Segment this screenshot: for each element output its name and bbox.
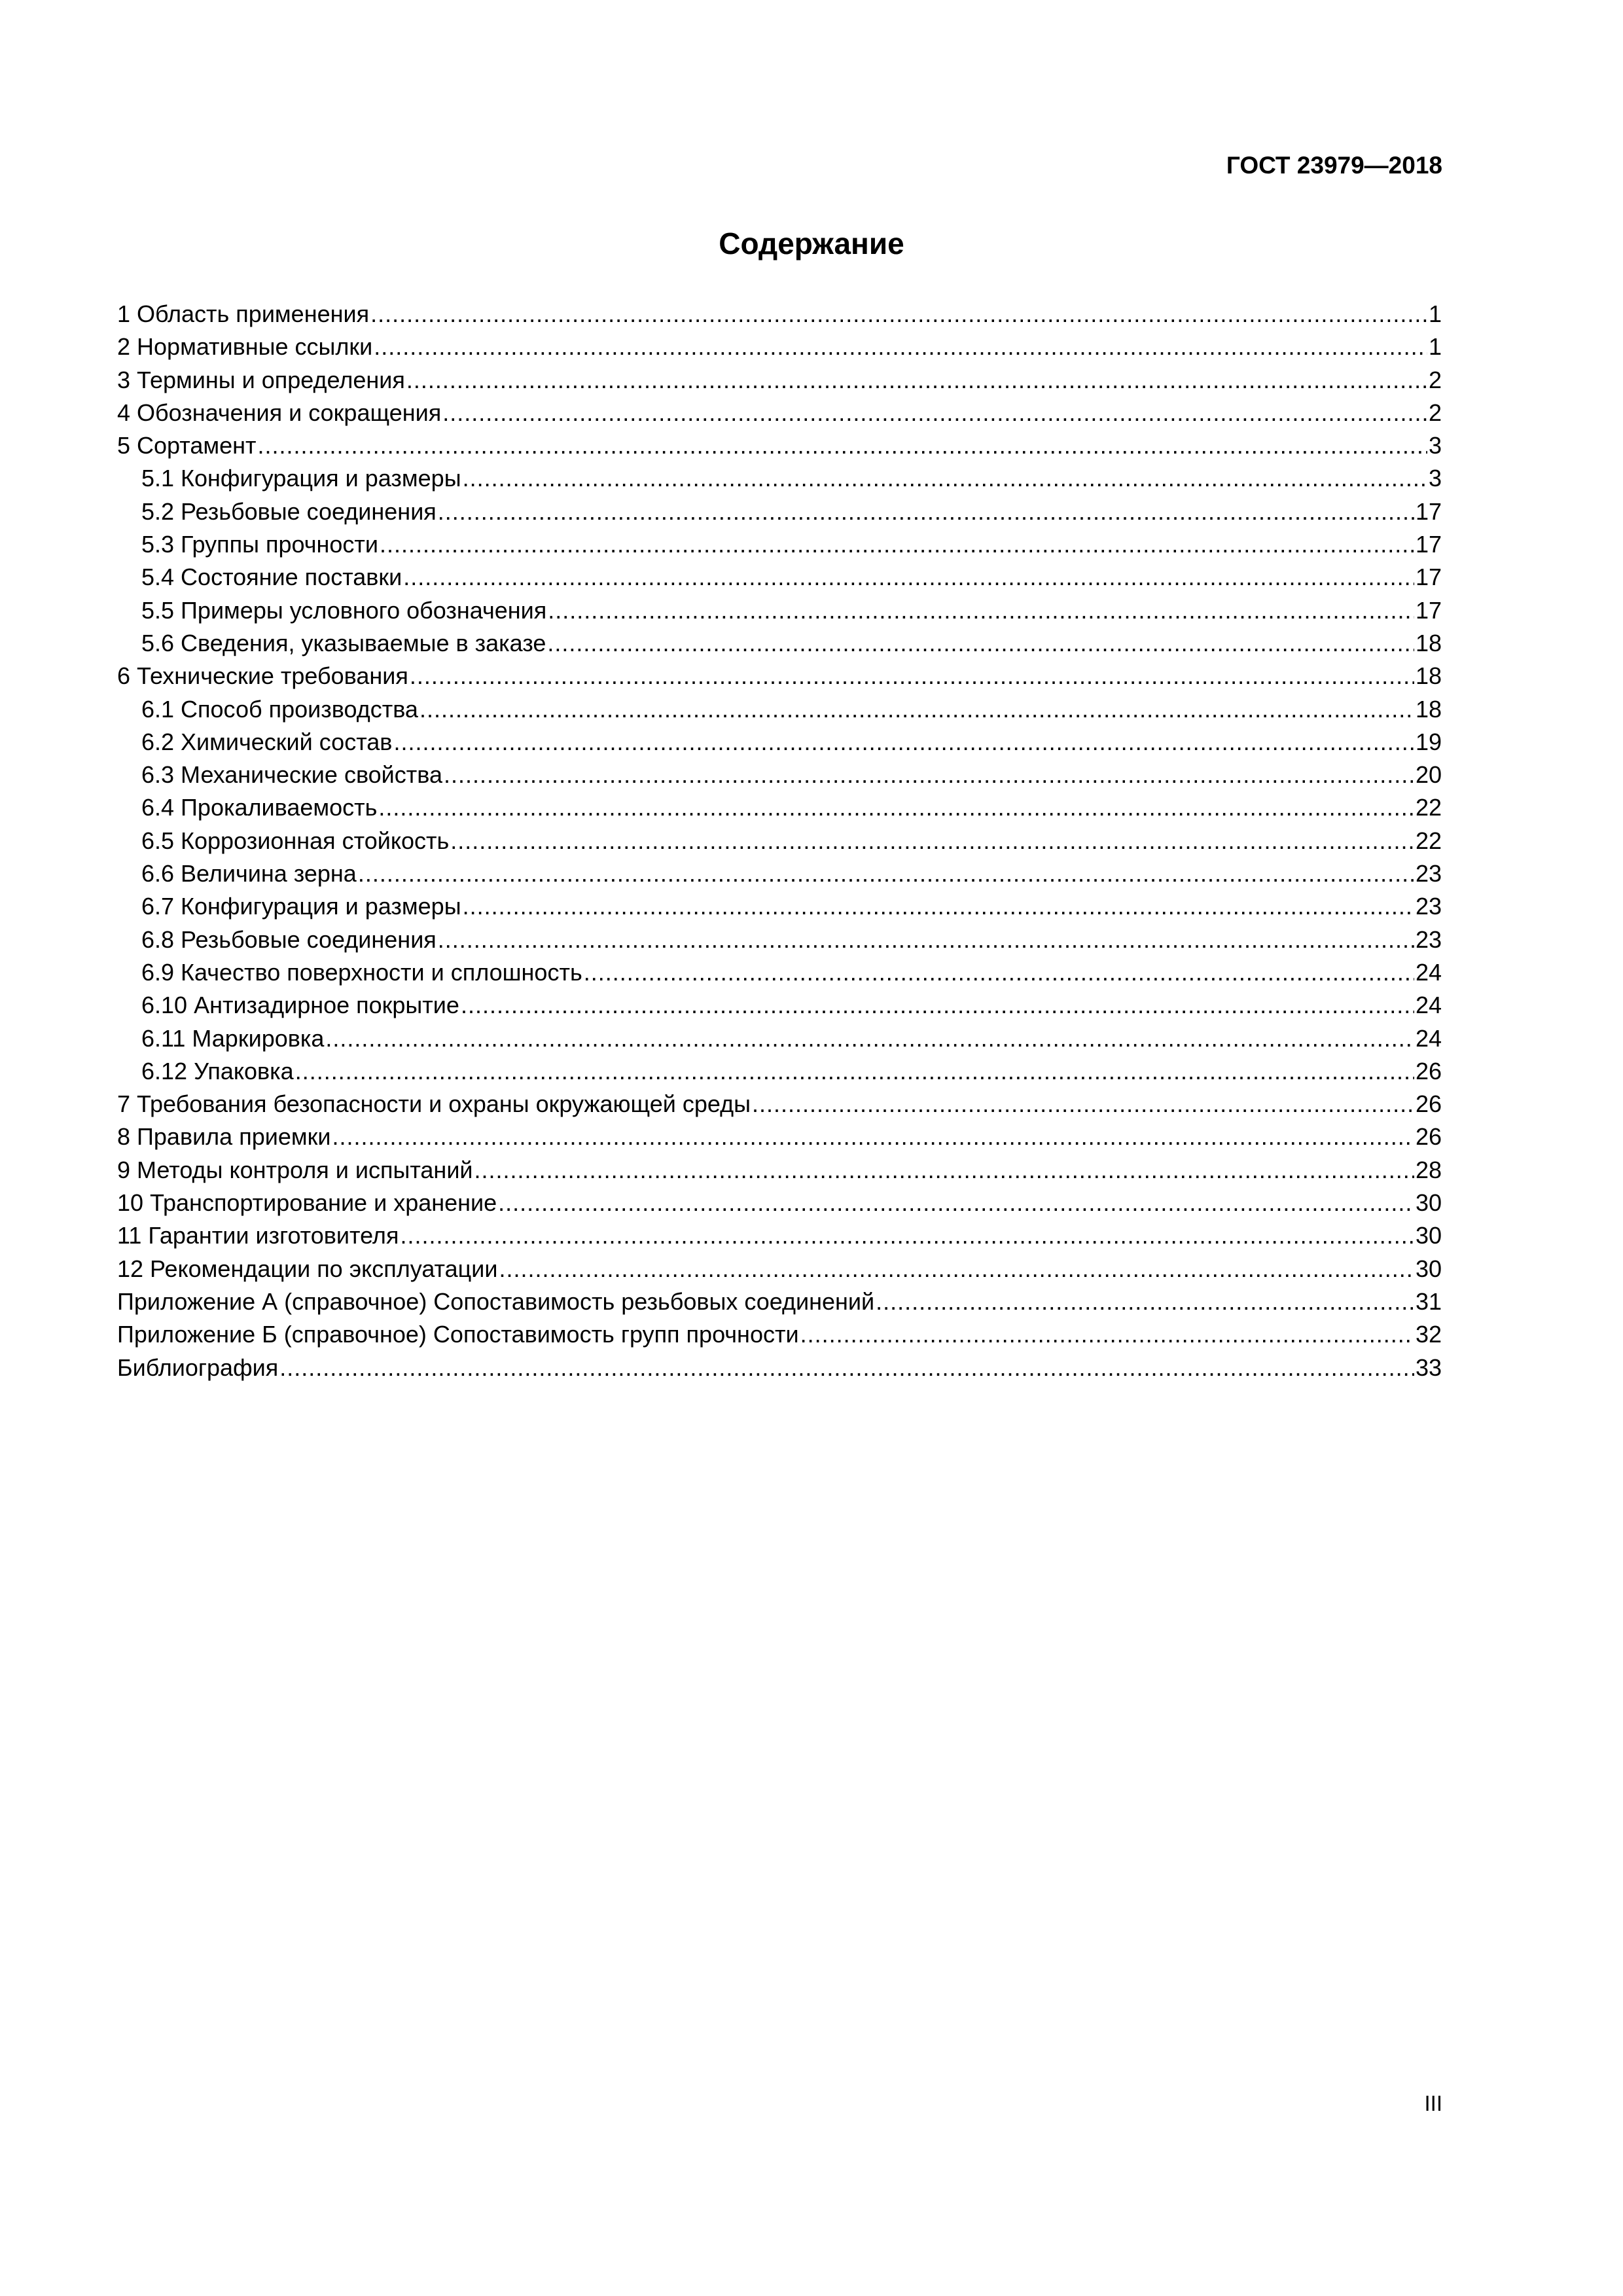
- toc-entry-label: 11 Гарантии изготовителя: [117, 1222, 399, 1249]
- toc-entry-page: 31: [1415, 1287, 1442, 1315]
- toc-dot-leader: [461, 989, 1414, 1022]
- toc-entry-page: 26: [1415, 1057, 1442, 1085]
- toc-dot-leader: [800, 1318, 1414, 1351]
- toc-entry-label: 6.4 Прокаливаемость: [141, 794, 378, 821]
- toc-entry-page: 17: [1415, 596, 1442, 624]
- toc-entry-page: 17: [1415, 497, 1442, 525]
- toc-entry-label: 6.9 Качество поверхности и сплошность: [141, 958, 582, 986]
- toc-entry[interactable]: [117, 1088, 1442, 1121]
- toc-entry[interactable]: [117, 693, 1442, 726]
- toc-entry-page: 17: [1415, 564, 1442, 591]
- toc-entry-page: 18: [1415, 629, 1442, 656]
- toc-entry[interactable]: [117, 397, 1442, 429]
- toc-dot-leader: [450, 825, 1414, 857]
- toc-entry[interactable]: [117, 1154, 1442, 1187]
- toc-entry-page: 26: [1415, 1090, 1442, 1118]
- toc-entry-page: 3: [1428, 432, 1442, 459]
- toc-entry-label: 5.2 Резьбовые соединения: [141, 497, 437, 525]
- toc-entry[interactable]: [117, 1187, 1442, 1219]
- toc-entry-label: 6.1 Способ производства: [141, 695, 418, 723]
- toc-dot-leader: [258, 429, 1427, 462]
- toc-entry-page: 23: [1415, 893, 1442, 920]
- toc-entry[interactable]: [117, 726, 1442, 759]
- toc-entry-label: 5.5 Примеры условного обозначения: [141, 596, 547, 624]
- toc-entry-label: 7 Требования безопасности и охраны окружающей среды: [117, 1090, 751, 1118]
- toc-dot-leader: [438, 924, 1414, 956]
- toc-entry-label: 8 Правила приемки: [117, 1123, 331, 1151]
- toc-entry-page: 30: [1415, 1222, 1442, 1249]
- toc-dot-leader: [752, 1088, 1414, 1121]
- toc-dot-leader: [498, 1187, 1414, 1219]
- toc-entry-label: Приложение А (справочное) Сопоставимость резьбовых соединений: [117, 1287, 875, 1315]
- toc-entry[interactable]: [117, 561, 1442, 594]
- toc-entry[interactable]: [117, 1352, 1442, 1384]
- toc-entry[interactable]: [117, 1318, 1442, 1351]
- toc-dot-leader: [374, 331, 1427, 363]
- toc-entry-page: 22: [1415, 794, 1442, 821]
- toc-entry-label: Приложение Б (справочное) Сопоставимость групп прочности: [117, 1321, 799, 1348]
- toc-title: Содержание: [719, 226, 904, 260]
- toc-entry-page: 2: [1428, 366, 1442, 393]
- toc-entry[interactable]: [117, 1022, 1442, 1055]
- toc-entry-label: 6.10 Антизадирное покрытие: [141, 992, 459, 1019]
- toc-entry-label: 5.4 Состояние поставки: [141, 564, 402, 591]
- toc-entry-label: 5.1 Конфигурация и размеры: [141, 465, 461, 492]
- toc-entry-label: 6.3 Механические свойства: [141, 761, 443, 789]
- toc-entry-label: 6.5 Коррозионная стойкость: [141, 827, 450, 854]
- toc-dot-leader: [295, 1055, 1414, 1088]
- toc-entry-label: 6.12 Упаковка: [141, 1057, 294, 1085]
- toc-entry[interactable]: [117, 989, 1442, 1022]
- toc-entry[interactable]: [117, 495, 1442, 528]
- toc-entry[interactable]: [117, 759, 1442, 791]
- toc-entry-label: 10 Транспортирование и хранение: [117, 1189, 497, 1217]
- toc-dot-leader: [438, 495, 1414, 528]
- toc-entry[interactable]: [117, 1285, 1442, 1318]
- toc-entry-label: 4 Обозначения и сокращения: [117, 399, 442, 426]
- toc-entry[interactable]: [117, 364, 1442, 397]
- toc-entry[interactable]: [117, 890, 1442, 923]
- toc-dot-leader: [380, 528, 1414, 561]
- toc-entry[interactable]: [117, 429, 1442, 462]
- toc-entry[interactable]: [117, 857, 1442, 890]
- toc-dot-leader: [358, 857, 1414, 890]
- toc-dot-leader: [584, 956, 1414, 989]
- toc-dot-leader: [548, 594, 1414, 627]
- toc-entry-label: 6.8 Резьбовые соединения: [141, 925, 437, 953]
- toc-entry-page: 24: [1415, 992, 1442, 1019]
- toc-entry[interactable]: [117, 1121, 1442, 1153]
- toc-dot-leader: [442, 397, 1427, 429]
- toc-entry-page: 2: [1428, 399, 1442, 426]
- toc-entry-label: 5 Сортамент: [117, 432, 257, 459]
- toc-entry-page: 30: [1415, 1255, 1442, 1282]
- toc-dot-leader: [406, 364, 1427, 397]
- toc-entry-page: 28: [1415, 1156, 1442, 1183]
- toc-dot-leader: [332, 1121, 1414, 1153]
- toc-entry[interactable]: [117, 627, 1442, 660]
- toc-dot-leader: [279, 1352, 1414, 1384]
- toc-entry-page: 30: [1415, 1189, 1442, 1217]
- toc-entry[interactable]: [117, 660, 1442, 692]
- toc-entry-page: 1: [1428, 300, 1442, 327]
- toc-dot-leader: [419, 693, 1414, 726]
- toc-entry-label: 6.2 Химический состав: [141, 728, 393, 755]
- toc-entry-label: 5.6 Сведения, указываемые в заказе: [141, 629, 546, 656]
- toc-dot-leader: [444, 759, 1414, 791]
- toc-dot-leader: [403, 561, 1414, 594]
- toc-entry-page: 19: [1415, 728, 1442, 755]
- toc-entry-page: 3: [1428, 465, 1442, 492]
- toc-entry-page: 24: [1415, 958, 1442, 986]
- toc-entry[interactable]: [117, 1253, 1442, 1285]
- document-code: ГОСТ 23979—2018: [1226, 152, 1442, 179]
- toc-dot-leader: [370, 298, 1427, 331]
- toc-entry[interactable]: [117, 594, 1442, 627]
- toc-entry-page: 20: [1415, 761, 1442, 789]
- toc-entry[interactable]: [117, 528, 1442, 561]
- toc-entry-page: 23: [1415, 860, 1442, 888]
- toc-entry-label: 1 Область применения: [117, 300, 370, 327]
- toc-entry-label: 2 Нормативные ссылки: [117, 333, 373, 361]
- table-of-contents: [117, 298, 1442, 1384]
- toc-dot-leader: [474, 1154, 1414, 1187]
- toc-dot-leader: [325, 1022, 1414, 1055]
- toc-entry-page: 1: [1428, 333, 1442, 361]
- toc-entry[interactable]: [117, 1219, 1442, 1252]
- toc-entry-page: 32: [1415, 1321, 1442, 1348]
- toc-entry-label: 12 Рекомендации по эксплуатации: [117, 1255, 498, 1282]
- toc-entry-label: 6 Технические требования: [117, 662, 408, 690]
- toc-entry[interactable]: [117, 924, 1442, 956]
- toc-dot-leader: [876, 1285, 1414, 1318]
- toc-dot-leader: [393, 726, 1414, 759]
- toc-entry-label: 6.7 Конфигурация и размеры: [141, 893, 461, 920]
- page-number: III: [1424, 2091, 1442, 2115]
- toc-entry-label: 9 Методы контроля и испытаний: [117, 1156, 473, 1183]
- toc-entry[interactable]: [117, 956, 1442, 989]
- toc-entry-page: 23: [1415, 925, 1442, 953]
- toc-entry-label: Библиография: [117, 1354, 279, 1381]
- toc-entry[interactable]: [117, 1055, 1442, 1088]
- toc-entry-label: 6.11 Маркировка: [141, 1024, 325, 1052]
- toc-dot-leader: [547, 627, 1414, 660]
- toc-entry[interactable]: [117, 298, 1442, 331]
- toc-dot-leader: [499, 1253, 1414, 1285]
- toc-entry-page: 18: [1415, 695, 1442, 723]
- toc-entry[interactable]: [117, 462, 1442, 495]
- toc-entry-page: 24: [1415, 1024, 1442, 1052]
- toc-entry-label: 3 Термины и определения: [117, 366, 405, 393]
- toc-dot-leader: [410, 660, 1414, 692]
- toc-dot-leader: [463, 462, 1427, 495]
- toc-entry-page: 22: [1415, 827, 1442, 854]
- toc-entry-page: 26: [1415, 1123, 1442, 1151]
- toc-entry[interactable]: [117, 825, 1442, 857]
- toc-dot-leader: [463, 890, 1414, 923]
- toc-entry-page: 18: [1415, 662, 1442, 690]
- toc-entry-label: 5.3 Группы прочности: [141, 531, 379, 558]
- toc-entry-page: 33: [1415, 1354, 1442, 1381]
- toc-dot-leader: [378, 791, 1414, 824]
- toc-entry-label: 6.6 Величина зерна: [141, 860, 357, 888]
- toc-entry[interactable]: [117, 791, 1442, 824]
- toc-dot-leader: [400, 1219, 1414, 1252]
- toc-entry[interactable]: [117, 331, 1442, 363]
- toc-entry-page: 17: [1415, 531, 1442, 558]
